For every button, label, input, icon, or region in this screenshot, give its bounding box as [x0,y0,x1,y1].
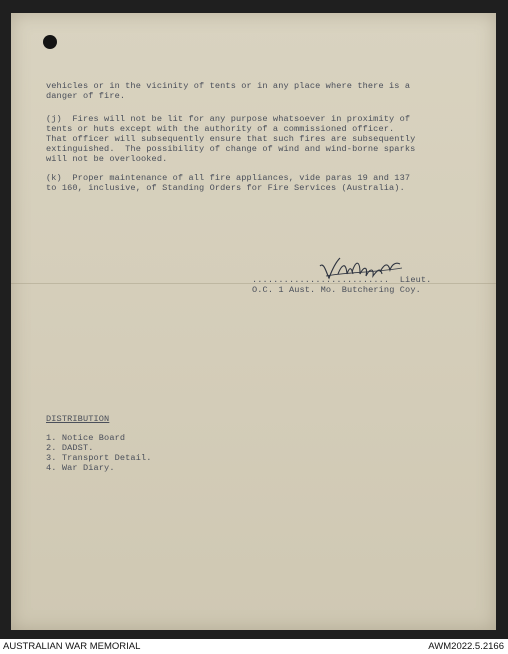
signature-line: .......................... Lieut. [252,275,432,285]
distribution-heading: DISTRIBUTION [46,414,110,424]
distribution-list: 1. Notice Board 2. DADST. 3. Transport Detail. 4. War Diary. [46,433,152,473]
signatory-unit: O.C. 1 Aust. Mo. Butchering Coy. [252,285,421,295]
paragraph-j: (j) Fires will not be lit for any purpose whatsoever in proximity of tents or huts except with the authority of a commissioned officer. That officer will subsequently ensure that such fires are subsequently extinguished. The possibility of change of wind and wind-borne sparks will not be overlooked. [46,114,416,164]
archive-name: AUSTRALIAN WAR MEMORIAL [3,641,141,652]
archive-reference: AWM2022.5.2166 [428,641,504,652]
paragraph-k: (k) Proper maintenance of all fire appliances, vide paras 19 and 137 to 160, inclusive, of Standing Orders for Fire Services (Australia). [46,173,411,193]
document-page [11,13,496,630]
archive-footer [0,639,508,653]
paragraph-continuation: vehicles or in the vicinity of tents or in any place where there is a danger of fire. [46,81,411,101]
punch-hole [43,35,57,49]
